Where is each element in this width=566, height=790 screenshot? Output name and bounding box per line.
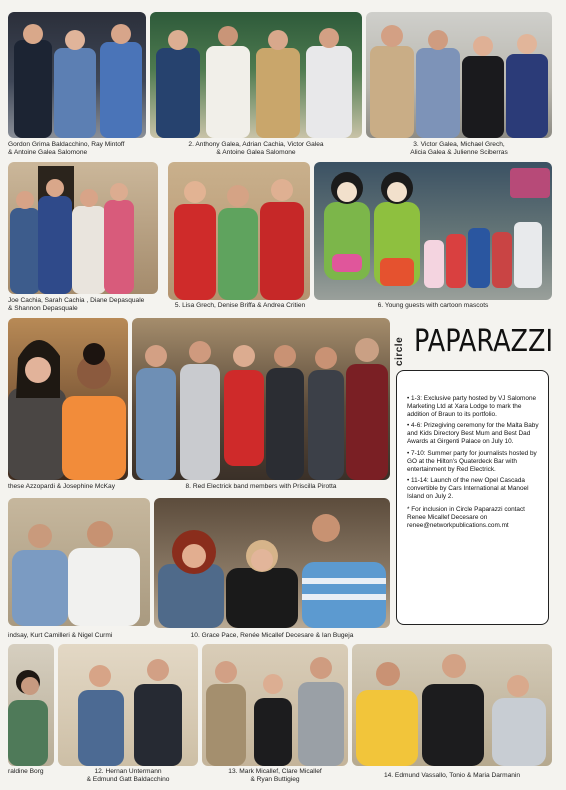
brand-circle: circle bbox=[394, 336, 405, 366]
caption-12: 12. Hernan Untermann & Edmund Gatt Baldacchino bbox=[86, 768, 170, 783]
circle-paparazzi-logo bbox=[394, 322, 554, 366]
photo-3 bbox=[366, 12, 552, 138]
caption-3: 3. Victor Galea, Michael Grech, Alicia Galea & Julienne Sciberras bbox=[410, 141, 508, 156]
photo-13 bbox=[202, 644, 348, 766]
photo-6 bbox=[314, 162, 552, 300]
photo-8 bbox=[132, 318, 390, 480]
info-item: • 7-10: Summer party for journalists hosted by GO at the Hilton's Quaterdeck Bar with entertainment by Red Electrick. bbox=[407, 449, 537, 473]
caption-9: indsay, Kurt Camilleri & Nigel Curmi bbox=[8, 632, 113, 639]
photo-1 bbox=[8, 12, 146, 138]
info-item: • 4-6: Prizegiving ceremony for the Malta Baby and Kids Directory Best Mum and Best Dad Awards at Girgenti Palace on July 10. bbox=[407, 422, 539, 446]
photo-9 bbox=[8, 498, 150, 626]
caption-11: raldine Borg bbox=[8, 768, 44, 775]
photo-10 bbox=[154, 498, 390, 628]
caption-10: 10. Grace Pace, Renée Micallef Decesare & Ian Bugeja bbox=[190, 632, 354, 639]
caption-4: Joe Cachia, Sarah Cachia , Diane Depasquale & Shannon Depasquale bbox=[8, 297, 145, 312]
caption-13: 13. Mark Micallef, Clare Micallef & Ryan Buttigieg bbox=[228, 768, 322, 783]
photo-2 bbox=[150, 12, 362, 138]
caption-2: 2. Anthony Galea, Adrian Cachia, Victor Galea & Antoine Galea Salomone bbox=[188, 141, 324, 156]
caption-7: these Azzopardi & Josephine McKay bbox=[8, 483, 116, 490]
photo-7 bbox=[8, 318, 128, 480]
caption-5: 5. Lisa Grech, Denise Briffa & Andrea Critien bbox=[174, 302, 306, 309]
photo-5 bbox=[168, 162, 310, 300]
caption-1: Gordon Grima Baldacchino, Ray Mintoff & Antoine Galea Salomone bbox=[8, 141, 125, 156]
info-box bbox=[396, 370, 549, 625]
caption-6: 6. Young guests with cartoon mascots bbox=[377, 302, 489, 309]
photo-11 bbox=[8, 644, 54, 766]
caption-14: 14. Edmund Vassallo, Tonio & Maria Darmanin bbox=[383, 772, 521, 779]
info-item: • 11-14: Launch of the new Opel Cascada convertible by Cars International at Manoel Island on July 2. bbox=[407, 476, 529, 501]
caption-8: 8. Red Electrick band members with Priscilla Pirotta bbox=[185, 483, 337, 490]
info-item: • 1-3: Exclusive party hosted by VJ Salomone Marketing Ltd at Xara Lodge to mark the addition of Braun to its portfolio. bbox=[407, 395, 537, 419]
photo-12 bbox=[58, 644, 198, 766]
photo-4 bbox=[8, 162, 158, 294]
brand-paparazzi: PAPARAZZI bbox=[414, 324, 553, 359]
photo-14 bbox=[352, 644, 552, 766]
info-contact: * For inclusion in Circle Paparazzi contact Renee Micallef Decesare on renee@networkpublications.com.mt bbox=[407, 506, 525, 530]
